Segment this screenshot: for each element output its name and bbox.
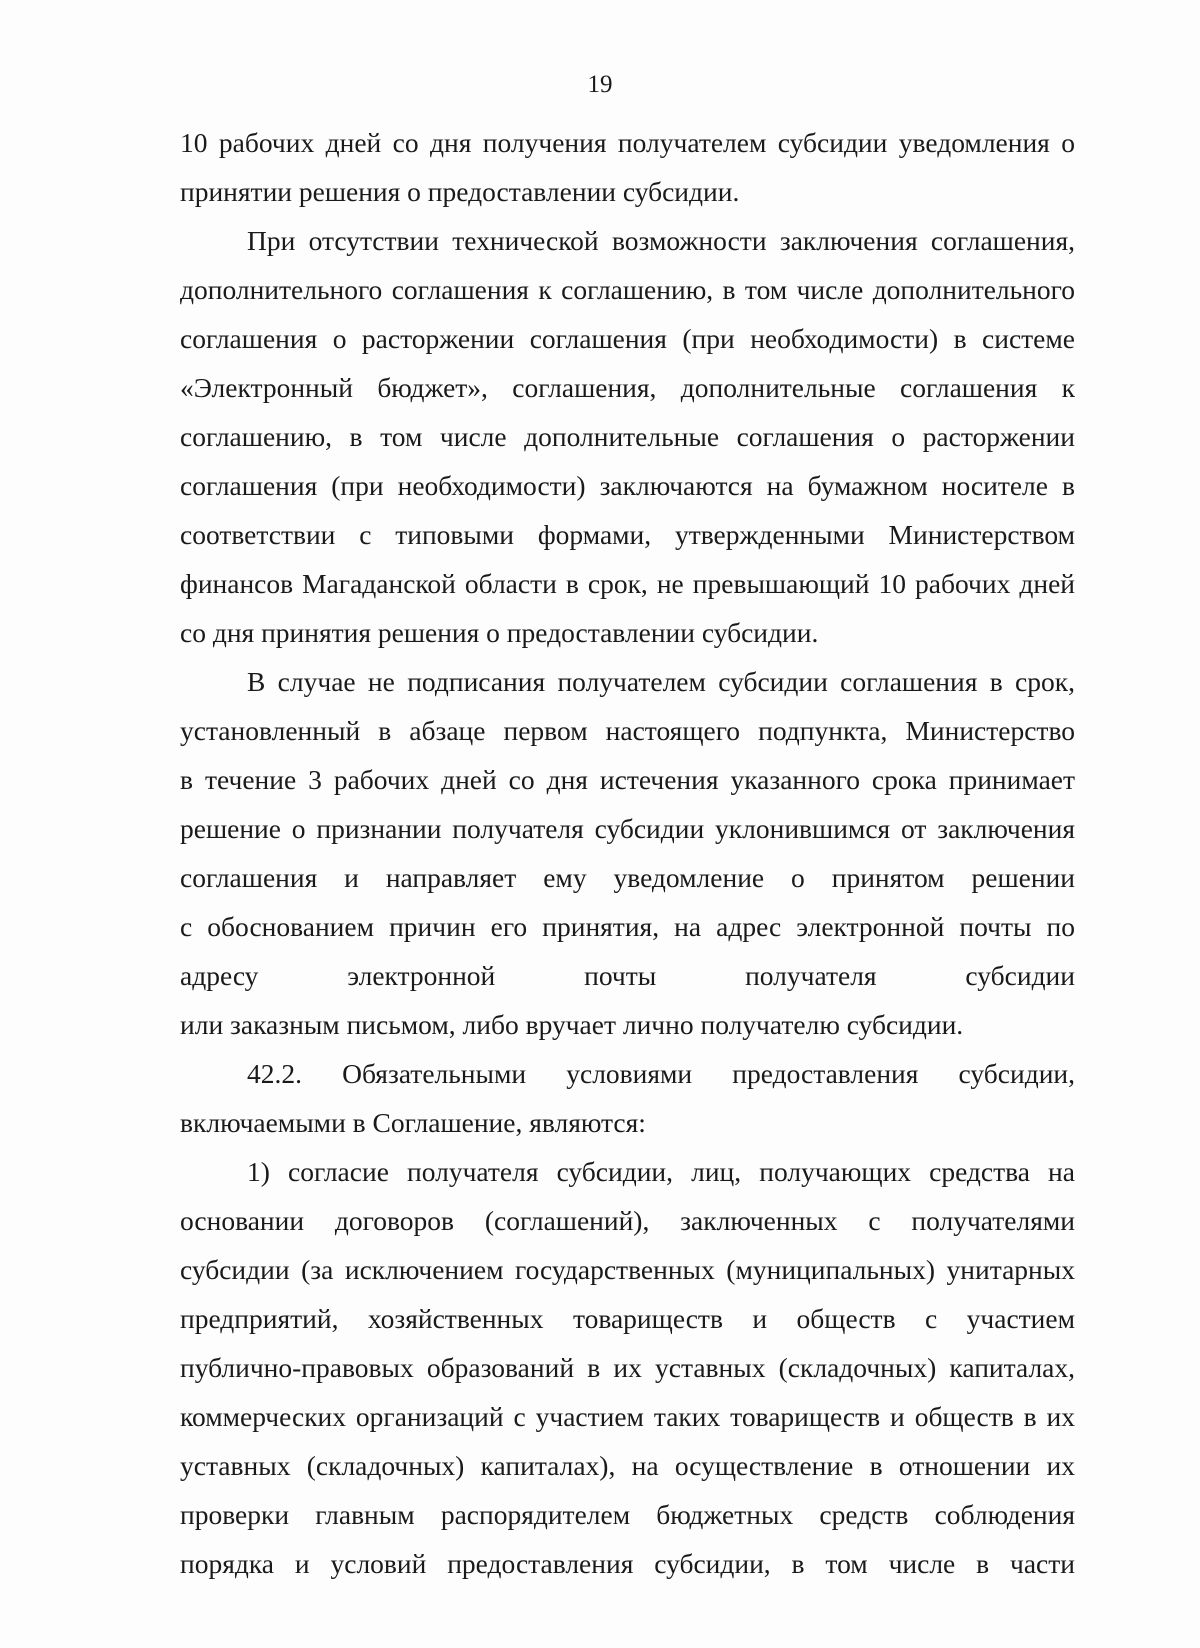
paragraph xyxy=(180,216,1075,657)
page-number: 19 xyxy=(587,71,613,98)
text-line: дополнительного соглашения к соглашению, в том числе дополнительного xyxy=(180,274,1075,305)
text-line: с обоснованием причин его принятия, на адрес электронной почты по xyxy=(180,911,1075,942)
text-line: включаемыми в Соглашение, являются: xyxy=(180,1107,646,1138)
text-line: коммерческих организаций с участием таких товариществ и обществ в их xyxy=(180,1401,1075,1432)
text-line: основании договоров (соглашений), заключенных с получателями xyxy=(180,1205,1075,1236)
text-line: решение о признании получателя субсидии уклонившимся от заключения xyxy=(180,813,1075,844)
text-line: субсидии (за исключением государственных (муниципальных) унитарных xyxy=(180,1254,1075,1285)
text-line: 1) согласие получателя субсидии, лиц, получающих средства на xyxy=(247,1156,1075,1187)
text-line: принятии решения о предоставлении субсидии. xyxy=(180,176,740,207)
text-line: При отсутствии технической возможности заключения соглашения, xyxy=(247,225,1075,256)
text-line: соглашения и направляет ему уведомление о принятом решении xyxy=(180,862,1075,893)
paragraph xyxy=(180,1049,1075,1147)
paragraph xyxy=(180,118,1075,216)
text-line: установленный в абзаце первом настоящего подпункта, Министерство xyxy=(180,715,1075,746)
text-line: предприятий, хозяйственных товариществ и обществ с участием xyxy=(180,1303,1075,1334)
text-line: 10 рабочих дней со дня получения получателем субсидии уведомления о xyxy=(180,127,1075,158)
text-line: порядка и условий предоставления субсидии, в том числе в части xyxy=(180,1548,1075,1579)
text-line: финансов Магаданской области в срок, не превышающий 10 рабочих дней xyxy=(180,568,1075,599)
text-line: проверки главным распорядителем бюджетных средств соблюдения xyxy=(180,1499,1075,1530)
paragraph xyxy=(180,1147,1075,1588)
text-line: в течение 3 рабочих дней со дня истечения указанного срока принимает xyxy=(180,764,1075,795)
text-line: адресу электронной почты получателя субсидии xyxy=(180,960,1075,991)
text-line: соответствии с типовыми формами, утвержденными Министерством xyxy=(180,519,1075,550)
text-line: или заказным письмом, либо вручает лично получателю субсидии. xyxy=(180,1009,964,1040)
text-line: соглашения о расторжении соглашения (при необходимости) в системе xyxy=(180,323,1075,354)
text-line: соглашения (при необходимости) заключаются на бумажном носителе в xyxy=(180,470,1075,501)
text-line: соглашению, в том числе дополнительные соглашения о расторжении xyxy=(180,421,1075,452)
text-line: со дня принятия решения о предоставлении субсидии. xyxy=(180,617,819,648)
text-line: уставных (складочных) капиталах), на осуществление в отношении их xyxy=(180,1450,1075,1481)
text-line: В случае не подписания получателем субсидии соглашения в срок, xyxy=(247,666,1075,697)
text-line: публично-правовых образований в их уставных (складочных) капиталах, xyxy=(180,1352,1075,1383)
document-body xyxy=(180,118,1075,1588)
text-line: 42.2. Обязательными условиями предоставления субсидии, xyxy=(247,1058,1075,1089)
paragraph xyxy=(180,657,1075,1049)
text-line: «Электронный бюджет», соглашения, дополнительные соглашения к xyxy=(180,372,1075,403)
